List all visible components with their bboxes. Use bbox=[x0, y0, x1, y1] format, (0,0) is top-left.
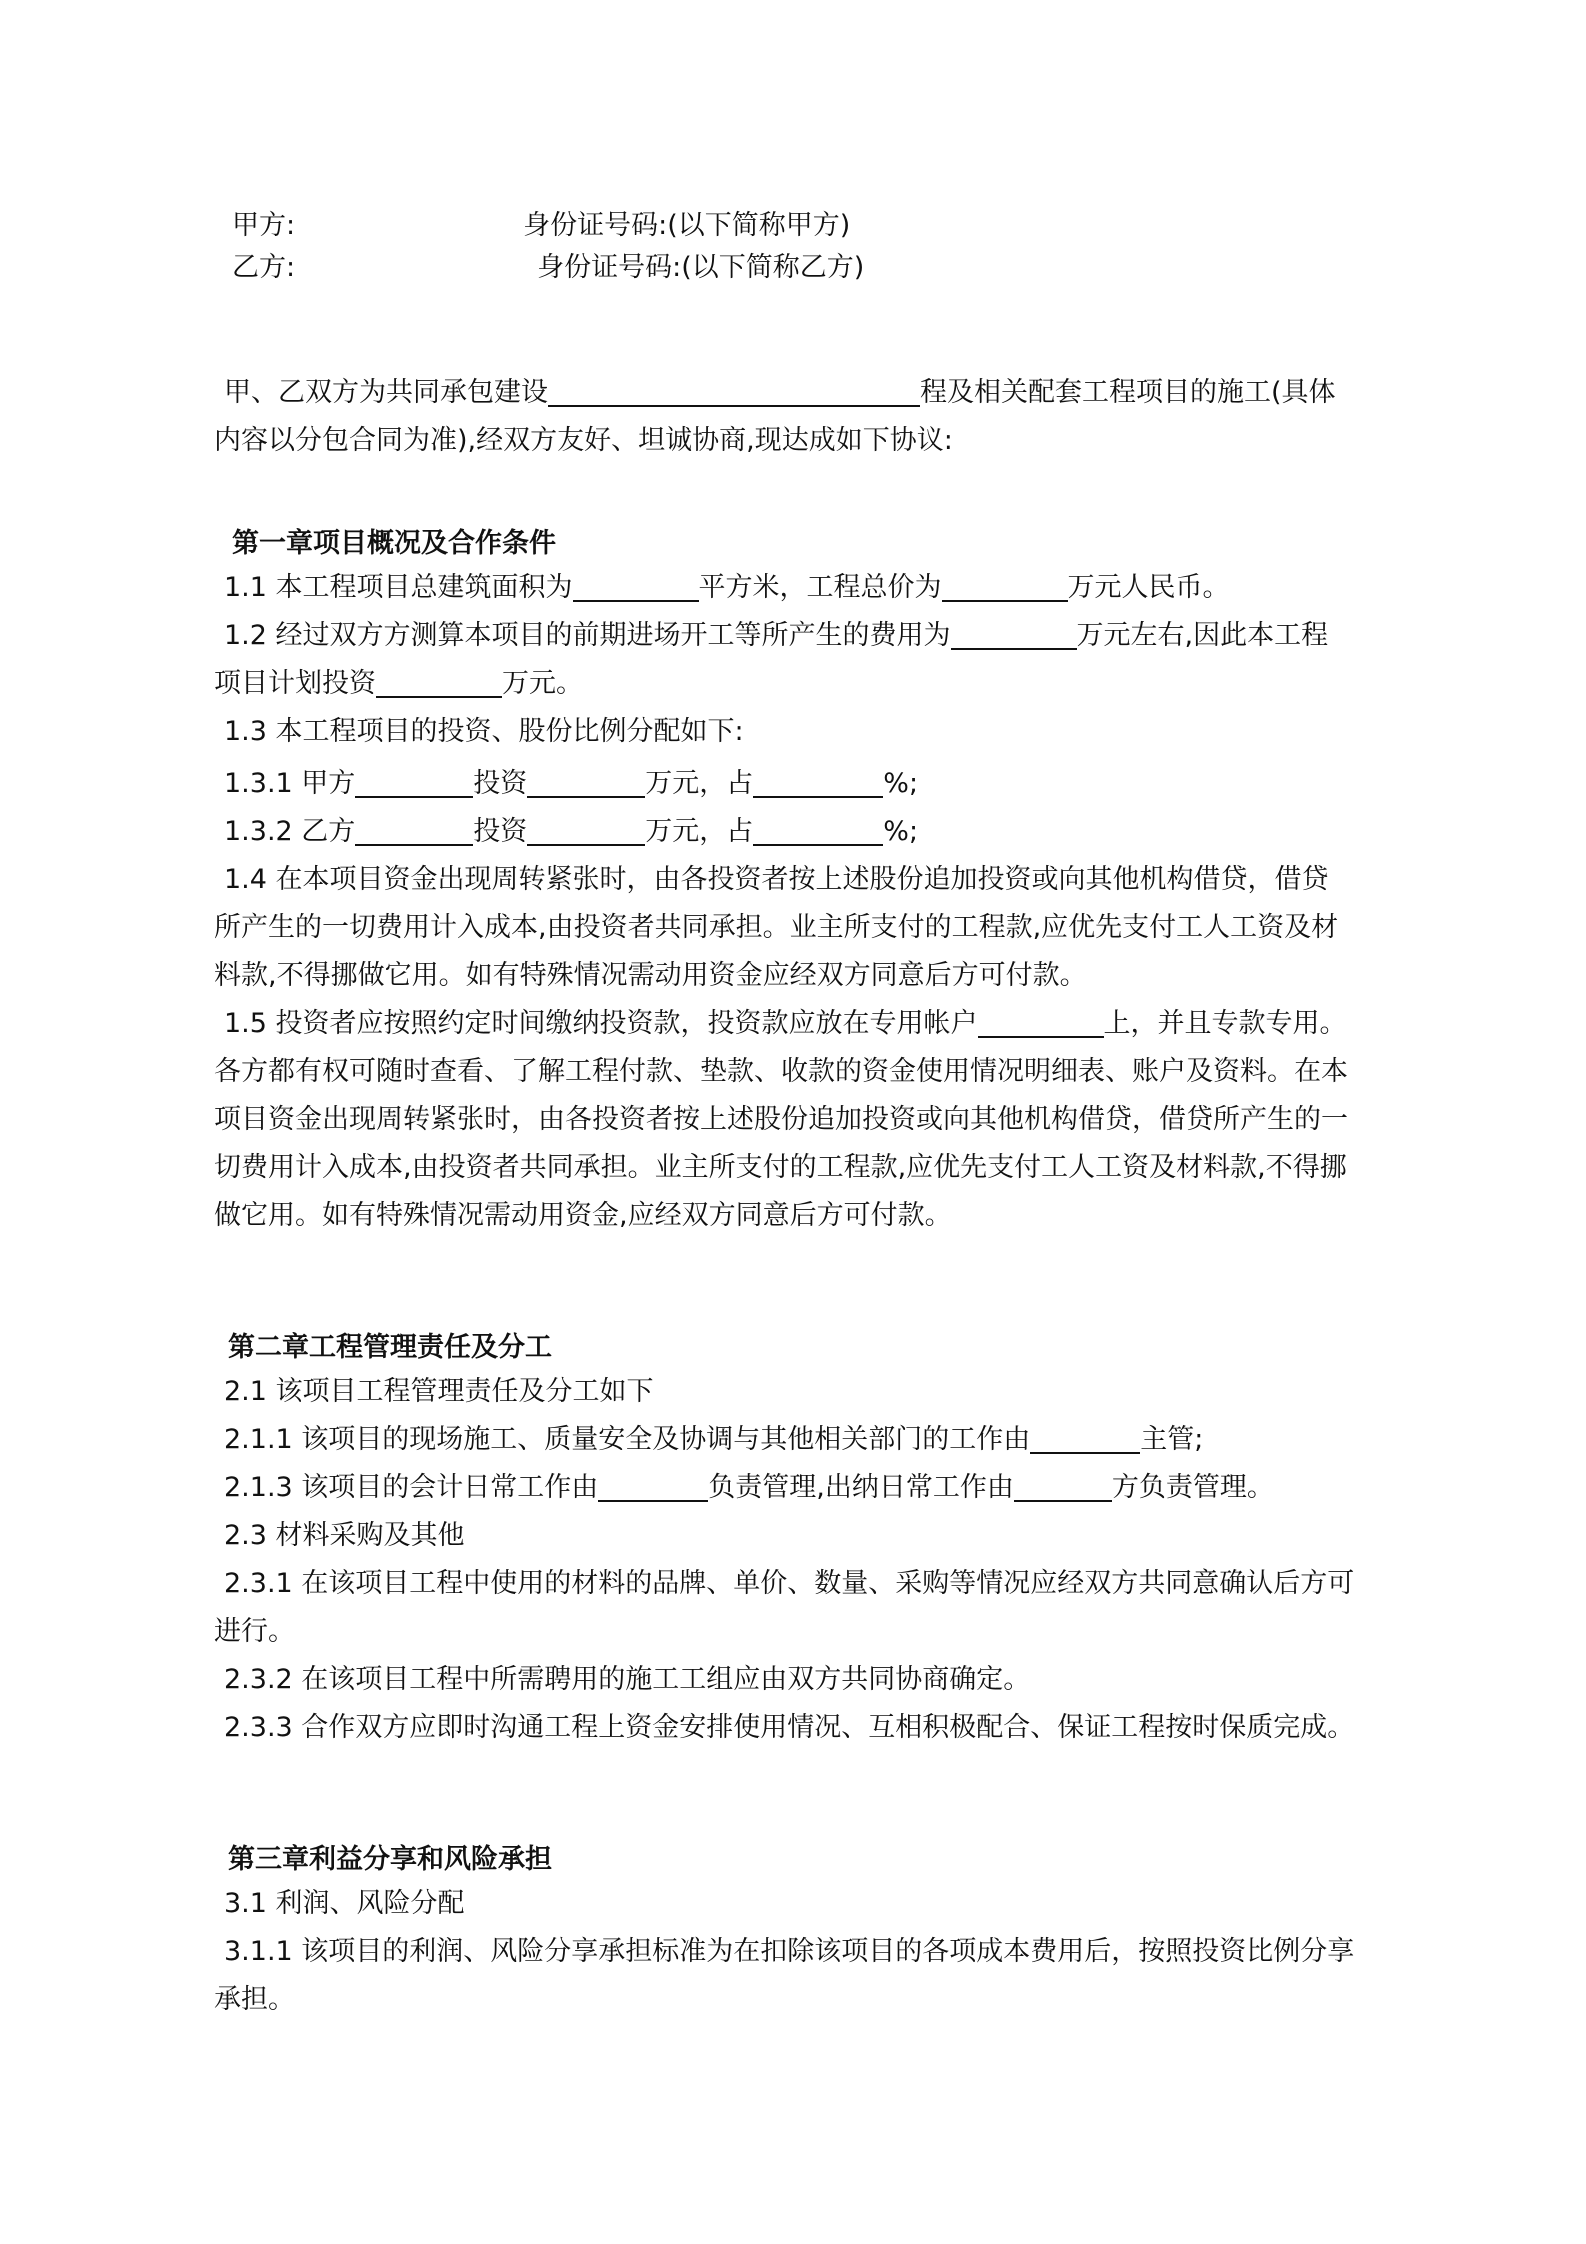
clause-2-1-1-text-b: 主管; bbox=[1140, 1424, 1204, 1455]
clause-1-1-text-b: 平方米，工程总价为 bbox=[698, 572, 942, 603]
project-name-blank bbox=[548, 375, 920, 407]
clause-1-1 bbox=[224, 564, 1394, 612]
clause-1-3-1-label: 1.3.1 甲方 bbox=[224, 768, 356, 799]
clause-1-5-line-1 bbox=[224, 1000, 1394, 1048]
early-cost-blank bbox=[951, 618, 1077, 650]
party-b-investment-blank bbox=[527, 814, 645, 846]
clause-2-1-3-text-b: 负责管理,出纳日常工作由 bbox=[708, 1472, 1014, 1503]
party-a-id: 身份证号码:(以下简称甲方) bbox=[523, 210, 851, 241]
clause-1-3: 1.3 本工程项目的投资、股份比例分配如下: bbox=[224, 716, 744, 747]
clause-2-1: 2.1 该项目工程管理责任及分工如下 bbox=[224, 1376, 654, 1407]
clause-1-2-line-2 bbox=[214, 660, 1384, 708]
chapter-3-title: 第三章利益分享和风险承担 bbox=[228, 1844, 552, 1875]
account-blank bbox=[978, 1006, 1104, 1038]
clause-2-1-3 bbox=[224, 1464, 1394, 1512]
wanyuan-label: 万元，占 bbox=[645, 768, 754, 799]
site-manager-blank bbox=[1030, 1422, 1140, 1454]
clause-2-3-2: 2.3.2 在该项目工程中所需聘用的施工工组应由双方共同协商确定。 bbox=[224, 1664, 1031, 1695]
clause-1-1-text-a: 1.1 本工程项目总建筑面积为 bbox=[224, 572, 573, 603]
clause-1-5-line-3: 项目资金出现周转紧张时，由各投资者按上述股份追加投资或向其他机构借贷，借贷所产生的一 bbox=[214, 1104, 1348, 1135]
chapter-1-title: 第一章项目概况及合作条件 bbox=[232, 528, 556, 559]
intro-text-a: 甲、乙双方为共同承包建设 bbox=[224, 377, 548, 408]
party-b-name-blank bbox=[355, 814, 473, 846]
party-b-share-blank bbox=[753, 814, 883, 846]
area-blank bbox=[573, 570, 699, 602]
intro-line-2: 内容以分包合同为准),经双方友好、坦诚协商,现达成如下协议: bbox=[214, 425, 953, 456]
accountant-blank bbox=[598, 1470, 708, 1502]
wanyuan-label: 万元，占 bbox=[645, 816, 754, 847]
invest-label: 投资 bbox=[473, 816, 528, 847]
clause-3-1: 3.1 利润、风险分配 bbox=[224, 1888, 465, 1919]
clause-1-3-1 bbox=[224, 760, 1394, 808]
clause-2-3: 2.3 材料采购及其他 bbox=[224, 1520, 465, 1551]
clause-2-3-1-line-1: 2.3.1 在该项目工程中使用的材料的品牌、单价、数量、采购等情况应经双方共同意确认后方可 bbox=[224, 1568, 1355, 1599]
intro-line-1 bbox=[224, 369, 1394, 417]
cashier-blank bbox=[1014, 1470, 1112, 1502]
party-a-investment-blank bbox=[527, 766, 645, 798]
party-b-label: 乙方: bbox=[232, 252, 296, 283]
planned-investment-blank bbox=[376, 666, 502, 698]
clause-2-1-1 bbox=[224, 1416, 1394, 1464]
clause-1-5-line-4: 切费用计入成本,由投资者共同承担。业主所支付的工程款,应优先支付工人工资及材料款,不得挪 bbox=[214, 1152, 1347, 1183]
party-a-line bbox=[232, 202, 1402, 250]
clause-3-1-1-line-2: 承担。 bbox=[214, 1984, 295, 2015]
party-b-id: 身份证号码:(以下简称乙方) bbox=[537, 252, 865, 283]
clause-1-5-line-2: 各方都有权可随时查看、了解工程付款、垫款、收款的资金使用情况明细表、账户及资料。在本 bbox=[214, 1056, 1348, 1087]
clause-1-2-text-d: 万元。 bbox=[502, 668, 583, 699]
clause-1-4-line-2: 所产生的一切费用计入成本,由投资者共同承担。业主所支付的工程款,应优先支付工人工资及材 bbox=[214, 912, 1339, 943]
total-price-blank bbox=[942, 570, 1068, 602]
clause-1-2-line-1 bbox=[224, 612, 1394, 660]
chapter-2-title: 第二章工程管理责任及分工 bbox=[228, 1332, 552, 1363]
party-b-line bbox=[232, 244, 1402, 292]
invest-label: 投资 bbox=[473, 768, 528, 799]
clause-1-2-text-c: 项目计划投资 bbox=[214, 668, 376, 699]
party-a-share-blank bbox=[753, 766, 883, 798]
clause-1-2-text-b: 万元左右,因此本工程 bbox=[1076, 620, 1329, 651]
party-a-name-blank bbox=[355, 766, 473, 798]
clause-2-1-3-text-c: 方负责管理。 bbox=[1111, 1472, 1274, 1503]
clause-1-5-line-5: 做它用。如有特殊情况需动用资金,应经双方同意后方可付款。 bbox=[214, 1200, 952, 1231]
percent-label: %; bbox=[883, 816, 919, 847]
clause-1-4-line-1: 1.4 在本项目资金出现周转紧张时，由各投资者按上述股份追加投资或向其他机构借贷，借贷 bbox=[224, 864, 1329, 895]
clause-3-1-1-line-1: 3.1.1 该项目的利润、风险分享承担标准为在扣除该项目的各项成本费用后，按照投资比例分享 bbox=[224, 1936, 1355, 1967]
clause-1-3-2 bbox=[224, 808, 1394, 856]
clause-1-1-text-c: 万元人民币。 bbox=[1067, 572, 1230, 603]
clause-1-3-2-label: 1.3.2 乙方 bbox=[224, 816, 356, 847]
clause-1-5-text-a: 1.5 投资者应按照约定时间缴纳投资款，投资款应放在专用帐户 bbox=[224, 1008, 978, 1039]
percent-label: %; bbox=[883, 768, 919, 799]
clause-1-2-text-a: 1.2 经过双方方测算本项目的前期进场开工等所产生的费用为 bbox=[224, 620, 951, 651]
clause-2-1-3-text-a: 2.1.3 该项目的会计日常工作由 bbox=[224, 1472, 599, 1503]
clause-1-5-text-b: 上，并且专款专用。 bbox=[1103, 1008, 1347, 1039]
intro-text-b: 程及相关配套工程项目的施工(具体 bbox=[920, 377, 1336, 408]
clause-2-1-1-text-a: 2.1.1 该项目的现场施工、质量安全及协调与其他相关部门的工作由 bbox=[224, 1424, 1031, 1455]
clause-1-4-line-3: 料款,不得挪做它用。如有特殊情况需动用资金应经双方同意后方可付款。 bbox=[214, 960, 1087, 991]
clause-2-3-1-line-2: 进行。 bbox=[214, 1616, 295, 1647]
clause-2-3-3: 2.3.3 合作双方应即时沟通工程上资金安排使用情况、互相积极配合、保证工程按时保质完成。 bbox=[224, 1712, 1355, 1743]
party-a-label: 甲方: bbox=[232, 210, 296, 241]
